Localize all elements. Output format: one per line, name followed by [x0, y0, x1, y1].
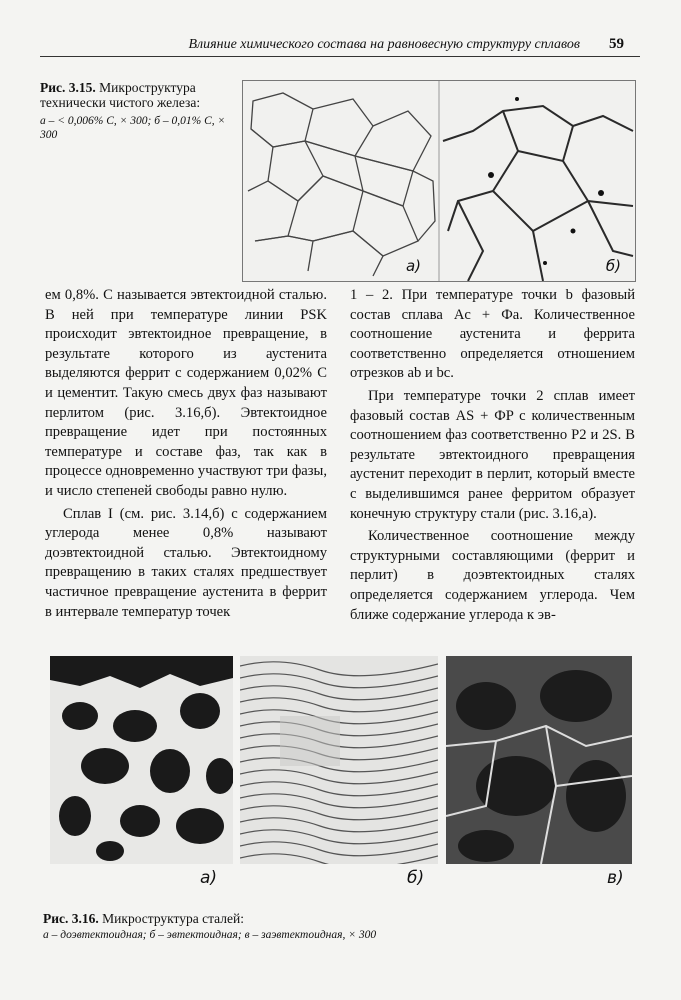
- running-header-title: Влияние химического состава на равновесную структуру сплавов: [188, 37, 580, 52]
- pearlite-micrograph: [240, 656, 438, 864]
- figure-3-15-panel-a-label: а): [405, 257, 421, 275]
- right-text-column: [350, 286, 635, 625]
- figure-3-15-image: [243, 81, 635, 281]
- figure-3-16-caption-text: Микроструктура сталей:: [102, 911, 244, 926]
- left-text-column: [45, 286, 327, 622]
- hypereutectoid-micrograph: [446, 656, 632, 864]
- left-paragraph-1: ем 0,8%. С называется эвтектоидной сталью. В ней при температуре линии PSK происходит эвтектоидное превращение, в результате которого из аустенита выделяются феррит с содержанием 0,02% С и цементит. Такую смесь двух фаз называют перлитом (рис. 3.16,б). Эвтектоидное превращение идет при постоянных температуре и составе фаз, так как в процессе одновременно участвуют три фазы, и число степеней свободы равно нулю.: [45, 287, 327, 499]
- figure-3-15-subcaption: а – < 0,006% С, × 300; б – 0,01% С, × 300: [40, 115, 226, 141]
- left-paragraph-2: Сплав I (см. рис. 3.14,б) с содержанием углерода менее 0,8% называют доэвтектоидной сталью. Эвтектоидному превращению в таких сталях предшествует частичное превращение аустенита в феррит в интервале температур точек: [45, 505, 327, 620]
- figure-3-15-caption-text: Микроструктура технически чистого железа:: [40, 80, 201, 110]
- right-paragraph-1: 1 – 2. При температуре точки b фазовый состав сплава Ac + Фa. Количественное соотношение аустенита и феррита соответственно определяется отношением отрезков ab и bc.: [350, 287, 635, 382]
- figure-3-16-panel-b-label: б): [407, 868, 425, 888]
- running-header: [40, 34, 640, 57]
- figure-3-16-panel-a-label: а): [200, 868, 218, 888]
- figure-3-16-label: Рис. 3.16.: [43, 911, 99, 926]
- figure-3-16-subcaption: а – доэвтектоидная; б – эвтектоидная; в – заэвтектоидная, × 300: [43, 929, 377, 941]
- figure-3-16-photo-c: [446, 656, 632, 864]
- figure-3-16-panel-c-label: в): [607, 868, 624, 888]
- figure-3-15-caption: [40, 80, 240, 142]
- hypoeutectoid-micrograph: [50, 656, 233, 864]
- page-number: 59: [609, 36, 624, 52]
- figure-3-16-photo-b: [240, 656, 438, 864]
- right-paragraph-2: При температуре точки 2 сплав имеет фазовый состав AS + ФP с количественным соотношением фаз соответственно P2 и 2S. В результате эвтектоидного превращения аустенит переходит в перлит, который вместе с выделившимся ранее ферритом образует конечную структуру стали (рис. 3.16,а).: [350, 387, 635, 522]
- figure-3-15-label: Рис. 3.15.: [40, 80, 96, 95]
- figure-3-16-caption: [43, 910, 643, 944]
- right-paragraph-3: Количественное соотношение между структурными составляющими (феррит и перлит) в доэвтектоидных сталях определяется содержанием углерода. Чем ближе содержание углерода к эв-: [350, 528, 635, 623]
- figure-3-16-photo-a: [50, 656, 233, 864]
- figure-3-15-panel-b-label: б): [605, 257, 621, 275]
- figure-3-15-micrograph: [242, 80, 636, 282]
